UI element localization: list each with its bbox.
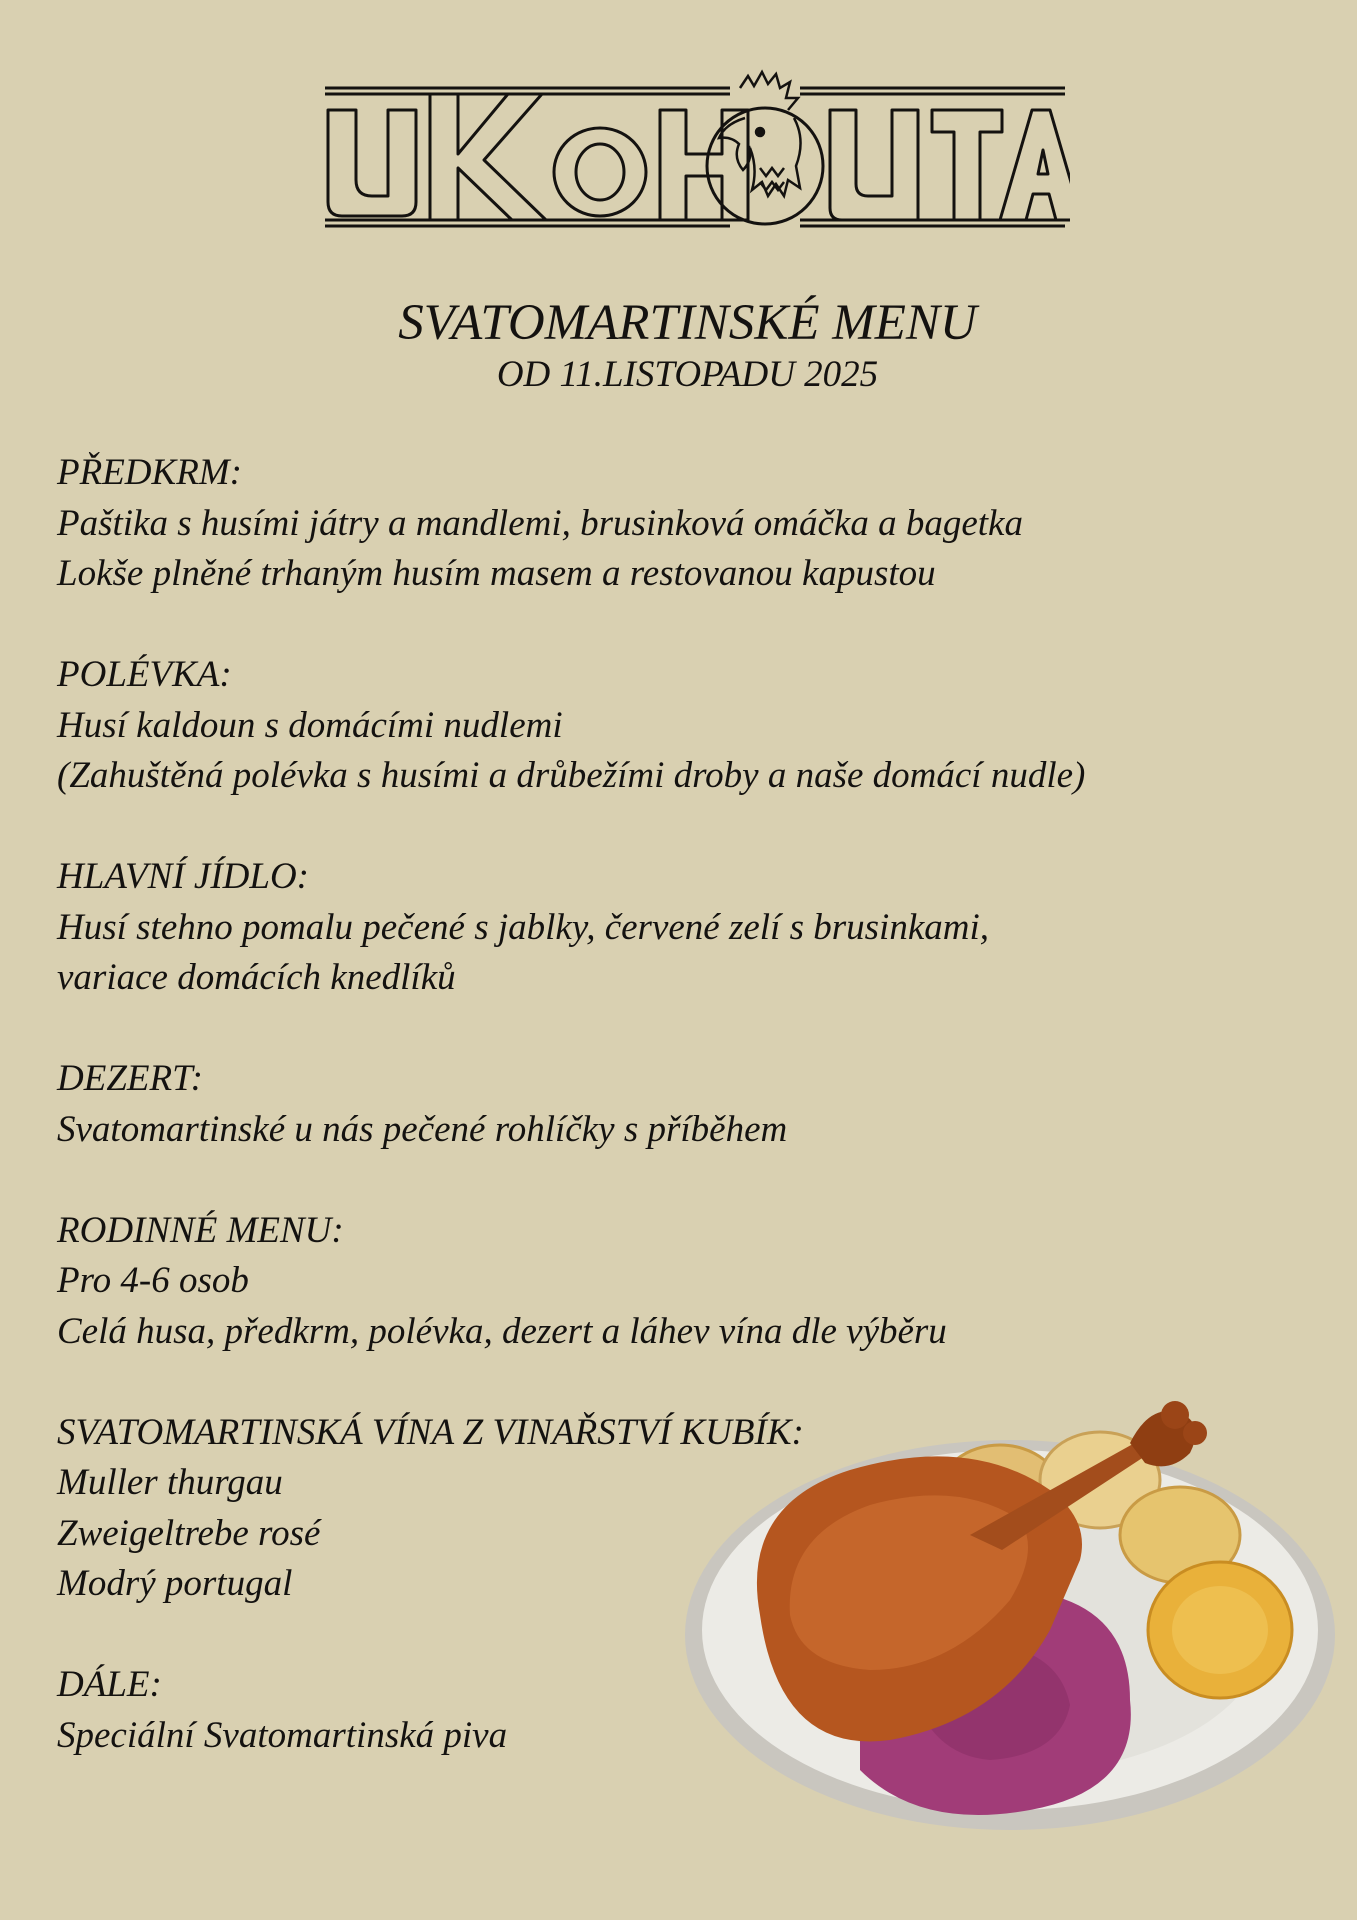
section-heading: DEZERT:: [57, 1058, 203, 1099]
menu-item: Paštika s husími játry a mandlemi, brusinková omáčka a bagetka: [57, 502, 1023, 544]
section-heading: PŘEDKRM:: [57, 452, 242, 493]
section-heading: SVATOMARTINSKÁ VÍNA Z VINAŘSTVÍ KUBÍK:: [57, 1411, 804, 1453]
menu-date: OD 11.LISTOPADU 2025: [496, 354, 879, 395]
rooster-head-icon: [719, 72, 801, 196]
section-heading: RODINNÉ MENU:: [57, 1209, 344, 1251]
section-predkrm: [57, 448, 1317, 600]
u-kohouta-logo: [320, 48, 1070, 238]
section-rodinne-menu: [57, 1206, 1317, 1358]
menu-item: Celá husa, předkrm, polévka, dezert a láhev vína dle výběru: [57, 1310, 947, 1352]
menu-item: Modrý portugal: [57, 1563, 293, 1604]
section-dezert: [57, 1054, 1317, 1155]
menu-item: variace domácích knedlíků: [57, 957, 456, 998]
menu-title: SVATOMARTINSKÉ MENU: [398, 295, 977, 351]
menu-item: Muller thurgau: [57, 1462, 283, 1503]
roast-goose-leg-plate-icon: [680, 1385, 1340, 1845]
menu-item: Husí stehno pomalu pečené s jablky, červené zelí s brusinkami,: [57, 906, 989, 948]
section-heading: POLÉVKA:: [57, 654, 232, 695]
menu-item: Pro 4-6 osob: [57, 1260, 249, 1301]
menu-item: Svatomartinské u nás pečené rohlíčky s příběhem: [57, 1108, 788, 1150]
menu-item: Husí kaldoun s domácími nudlemi: [57, 704, 563, 746]
section-heading: HLAVNÍ JÍDLO:: [57, 856, 309, 897]
menu-item: (Zahuštěná polévka s husími a drůbežími droby a naše domácí nudle): [57, 755, 1086, 796]
menu-item: Zweigeltrebe rosé: [57, 1512, 321, 1554]
menu-item: Lokše plněné trhaným husím masem a restovanou kapustou: [57, 553, 936, 594]
section-heading: DÁLE:: [57, 1664, 162, 1705]
section-polevka: [57, 650, 1317, 802]
menu-item: Speciální Svatomartinská piva: [57, 1714, 508, 1756]
section-hlavni-jidlo: [57, 852, 1317, 1004]
